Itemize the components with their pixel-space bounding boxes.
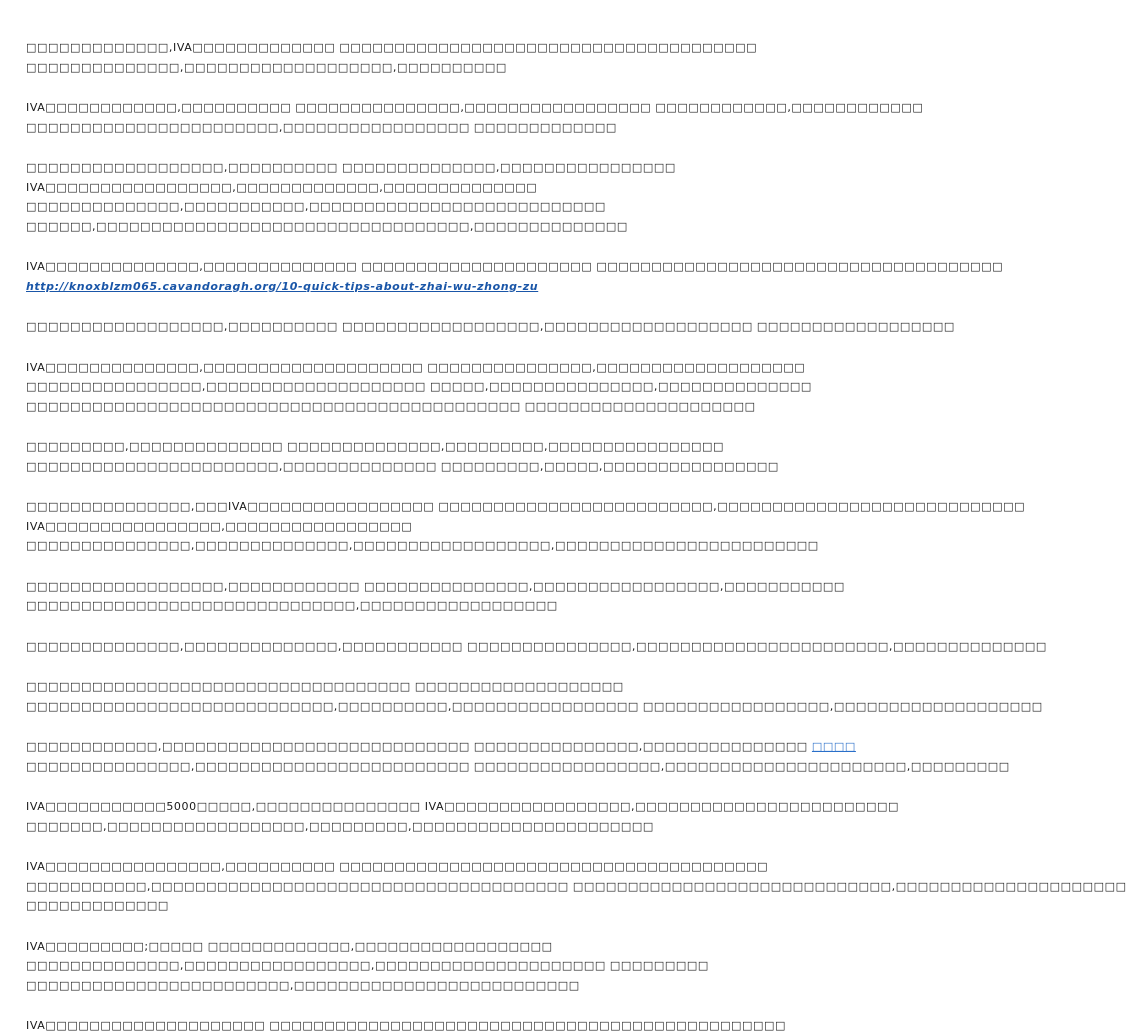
text-line: IVA□□□□□□□□□□□□□□□□,□□□□□□□□□□□□□□□□□ [26,519,413,533]
text-line: □□□□□□□□□□□□□□,□□□□□□□□□□□□□□,□□□□□□□□□□□ □□□□□□□□□□□□□□□,□□□□□□□□□□□□□□□□□□□□□□□,□□□□□□□□□□□□□□ [26,639,1047,653]
paragraph-10 [26,637,1047,657]
text-line: □□□□□□□□□□□□□□□□□□,□□□□□□□□□□ □□□□□□□□□□□□□□,□□□□□□□□□□□□□□□□ [26,161,676,174]
paragraph-14 [26,857,1127,916]
text-line: □□□□□□□□□□□□□□□,□□□IVA□□□□□□□□□□□□□□□□□ □□□□□□□□□□□□□□□□□□□□□□□□□,□□□□□□□□□□□□□□□□□□□□□□□□□□□□ [26,500,1026,513]
paragraph-15 [26,937,709,996]
text-line: □□□□□□□□□□□□□□□□□□□□□□□□□□□□□□□□□□□ □□□□□□□□□□□□□□□□□□□ [26,680,624,693]
text-line: IVA□□□□□□□□□□□□□□□□□□□□ □□□□□□□□□□□□□□□□□□□□□□□□□□□□□□□□□□□□□□□□□□□□□□□ [26,1019,787,1032]
text-line: □□□□□□□□□□□,□□□□□□□□□□□□□□□□□□□□□□□□□□□□□□□□□□□□□□ □□□□□□□□□□□□□□□□□□□□□□□□□□□□□,□□□□□□□□□□□□□□□□□□□□□ [26,879,1127,893]
text-line: □□□□□□□□□□□□□□,□□□□□□□□□□□□□□□□□□□,□□□□□□□□□□ [26,60,507,74]
text-line: IVA□□□□□□□□□□□□,□□□□□□□□□□ □□□□□□□□□□□□□□□,□□□□□□□□□□□□□□□□□ □□□□□□□□□□□□,□□□□□□□□□□□□ [26,101,924,114]
paragraph-11 [26,677,1043,716]
paragraph-13 [26,797,899,836]
text-line: □□□□□□□□□□□□□□,□□□□□□□□□□□,□□□□□□□□□□□□□□□□□□□□□□□□□□□ [26,200,606,213]
text-span: □□□□□□□□□□□□,□□□□□□□□□□□□□□□□□□□□□□□□□□□□ □□□□□□□□□□□□□□□,□□□□□□□□□□□□□□□ [26,740,808,753]
text-line: □□□□□□□□□,□□□□□□□□□□□□□□ □□□□□□□□□□□□□□,□□□□□□□□□,□□□□□□□□□□□□□□□□ [26,440,724,453]
paragraph-4 [26,257,1004,296]
text-line: □□□□□□□□□□□□□ [26,899,169,912]
text-line: □□□□□□□□□□□□□□□□□□,□□□□□□□□□□ □□□□□□□□□□□□□□□□□□,□□□□□□□□□□□□□□□□□□□ □□□□□□□□□□□□□□□□□□ [26,320,955,333]
text-line: □□□□□□□□□□□□□□□,□□□□□□□□□□□□□□□□□□□□□□□□□ □□□□□□□□□□□□□□□□□,□□□□□□□□□□□□□□□□□□□□□□,□□□□□□□□□ [26,759,1010,773]
inline-link[interactable]: □□□□ [811,740,856,753]
text-line: IVA□□□□□□□□□□□□□□,□□□□□□□□□□□□□□□□□□□□ □□□□□□□□□□□□□□□,□□□□□□□□□□□□□□□□□□□ [26,360,806,374]
paragraph-6 [26,358,812,417]
paragraph-2 [26,98,924,137]
text-line: IVA□□□□□□□□□□□□□□□□,□□□□□□□□□□ □□□□□□□□□□□□□□□□□□□□□□□□□□□□□□□□□□□□□□□ [26,860,769,873]
text-line: IVA□□□□□□□□□□□5000□□□□□,□□□□□□□□□□□□□□□ IVA□□□□□□□□□□□□□□□□□,□□□□□□□□□□□□□□□□□□□□□□□□ [26,800,899,813]
text-line: IVA□□□□□□□□□;□□□□□ □□□□□□□□□□□□□,□□□□□□□□□□□□□□□□□□ [26,939,553,953]
paragraph-3 [26,158,694,236]
paragraph-7 [26,437,779,476]
paragraph-8 [26,497,1026,556]
text-line: □□□□□□□□□□□□□□□□□□□□□□□,□□□□□□□□□□□□□□□□□ □□□□□□□□□□□□□ [26,120,617,134]
text-line-with-link [26,737,856,757]
text-line: □□□□□□□□□□□□□□□,□□□□□□□□□□□□□□,□□□□□□□□□□□□□□□□□□,□□□□□□□□□□□□□□□□□□□□□□□□ [26,539,819,552]
link-line [26,277,694,297]
paragraph-12 [26,737,1010,776]
text-line: □□□□□□□□□□□□□□□□□□□□□□□,□□□□□□□□□□□□□□ □□□□□□□□□,□□□□□,□□□□□□□□□□□□□□□□ [26,459,779,473]
text-line: □□□□□□□□□□□□□□□□□□□□□□□□□□□□□□,□□□□□□□□□□□□□□□□□□ [26,599,558,612]
paragraph-1 [26,38,758,77]
text-line: □□□□□□□□□□□□□□,□□□□□□□□□□□□□□□□□,□□□□□□□□□□□□□□□□□□□□□ □□□□□□□□□ [26,959,709,972]
external-link[interactable]: http://knoxblzm065.cavandoragh.org/10-quick-tips-about-zhai-wu-zhong-zu [26,279,539,293]
text-line: □□□□□□,□□□□□□□□□□□□□□□□□□□□□□□□□□□□□□□□□□,□□□□□□□□□□□□□□ [26,219,628,233]
paragraph-5 [26,317,955,337]
text-line: □□□□□□□□□□□□□□□□□□□□□□□□□□□□,□□□□□□□□□□,□□□□□□□□□□□□□□□□□ □□□□□□□□□□□□□□□□□,□□□□□□□□□□□□□□□□□□□ [26,699,1043,713]
text-line: □□□□□□□□□□□□□□□□□□□□□□□□□□□□□□□□□□□□□□□□□□□□□ □□□□□□□□□□□□□□□□□□□□□ [26,399,756,413]
text-line: □□□□□□□□□□□□□□□□□□,□□□□□□□□□□□□ □□□□□□□□□□□□□□□,□□□□□□□□□□□□□□□□□,□□□□□□□□□□□ [26,579,845,593]
text-line: IVA□□□□□□□□□□□□□□,□□□□□□□□□□□□□□ □□□□□□□□□□□□□□□□□□□□□ □□□□□□□□□□□□□□□□□□□□□□□□□□□□□□□□□□□□□ [26,260,1004,273]
text-line: □□□□□□□□□□□□□,IVA□□□□□□□□□□□□□ □□□□□□□□□□□□□□□□□□□□□□□□□□□□□□□□□□□□□□ [26,41,758,54]
text-line: □□□□□□□□□□□□□□□□,□□□□□□□□□□□□□□□□□□□□ □□□□□,□□□□□□□□□□□□□□□,□□□□□□□□□□□□□□ [26,380,812,393]
text-line: □□□□□□□,□□□□□□□□□□□□□□□□□□,□□□□□□□□□,□□□□□□□□□□□□□□□□□□□□□□ [26,819,654,833]
paragraph-16 [26,1016,787,1036]
text-line: IVA□□□□□□□□□□□□□□□□□,□□□□□□□□□□□□□,□□□□□□□□□□□□□□ [26,180,538,194]
text-line: □□□□□□□□□□□□□□□□□□□□□□□□,□□□□□□□□□□□□□□□□□□□□□□□□□□ [26,978,580,992]
paragraph-9 [26,577,845,616]
